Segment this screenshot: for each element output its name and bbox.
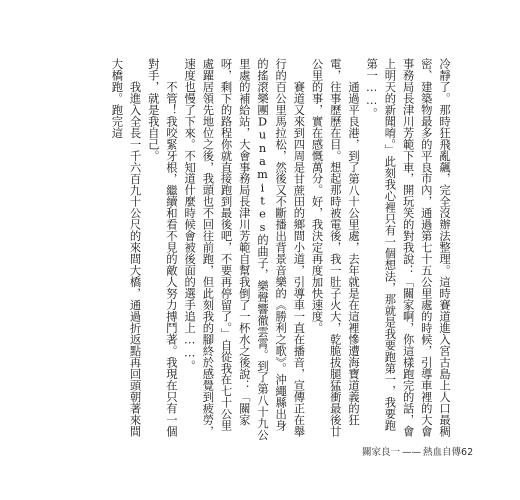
- body-text: [110, 58, 453, 441]
- page-footer: [362, 444, 473, 458]
- paragraph-1: 冷靜了。那時狂飛亂飆，完全沒辦法整理。這時賽道進入宮古島上人口最稠密、建築物最多的平良市內，通過第七十五公里處的時候，引導車裡的大會事務局長津川芳範下車，開玩笑的對我說：「關家啊，你這樣跑完的話，會上明天的新聞唷。」此刻我心裡只有一個想法，那就是我要跑第一，我要跑第一……。: [365, 58, 451, 437]
- footer-subtitle: 熱血自傳: [423, 447, 462, 458]
- paragraph-3: 賽道又來到四周是甘蔗田的鄉間小道，引導車一直在播音，宣傳正在舉行的百公里馬拉松，然後又不斷播出背景音樂的《勝利之歌》。沖繩縣出身的搖滾樂團Dunamites的曲子，樂聲響徹雲霄。到了第八十九公里處的補給站，大會事務局長津川芳範自幫我倒了一杯水之後說：「關家呀，剩下的路程你就直接跑到最後吧，不要再停留了。」自從我在七十公里處躍居領先地位之後，我頭也不回往前跑，但此刻我的腳終於感覺到疲勞，速度也慢了下來。不知道什麼時候會被後面的選手追上……。: [183, 58, 306, 441]
- footer-separator: ——: [402, 447, 422, 458]
- paragraph-5: 我進入全長一千六百九十公尺的來間大橋，通過折返點再回頭朝著來間大橋跑。跑完這: [110, 58, 142, 437]
- paragraph-4: 不管！我咬緊牙根，繼續和看不見的敵人努力搏鬥著。我現在只有一個對手，就是我自己。: [146, 58, 178, 437]
- page-number: 62: [461, 447, 474, 458]
- footer-author: 關家良一: [362, 447, 401, 458]
- paragraph-2: 通過平良港，到了第八十公里處，去年就是在這裡慘遭海寶道義的狂電，往事歷歷在目。想起那時被電後，我一肚子火大，乾脆拔腿猛衝最後廿公里的事，實在感慨萬分。好，我決定再度加快速度。: [310, 58, 360, 437]
